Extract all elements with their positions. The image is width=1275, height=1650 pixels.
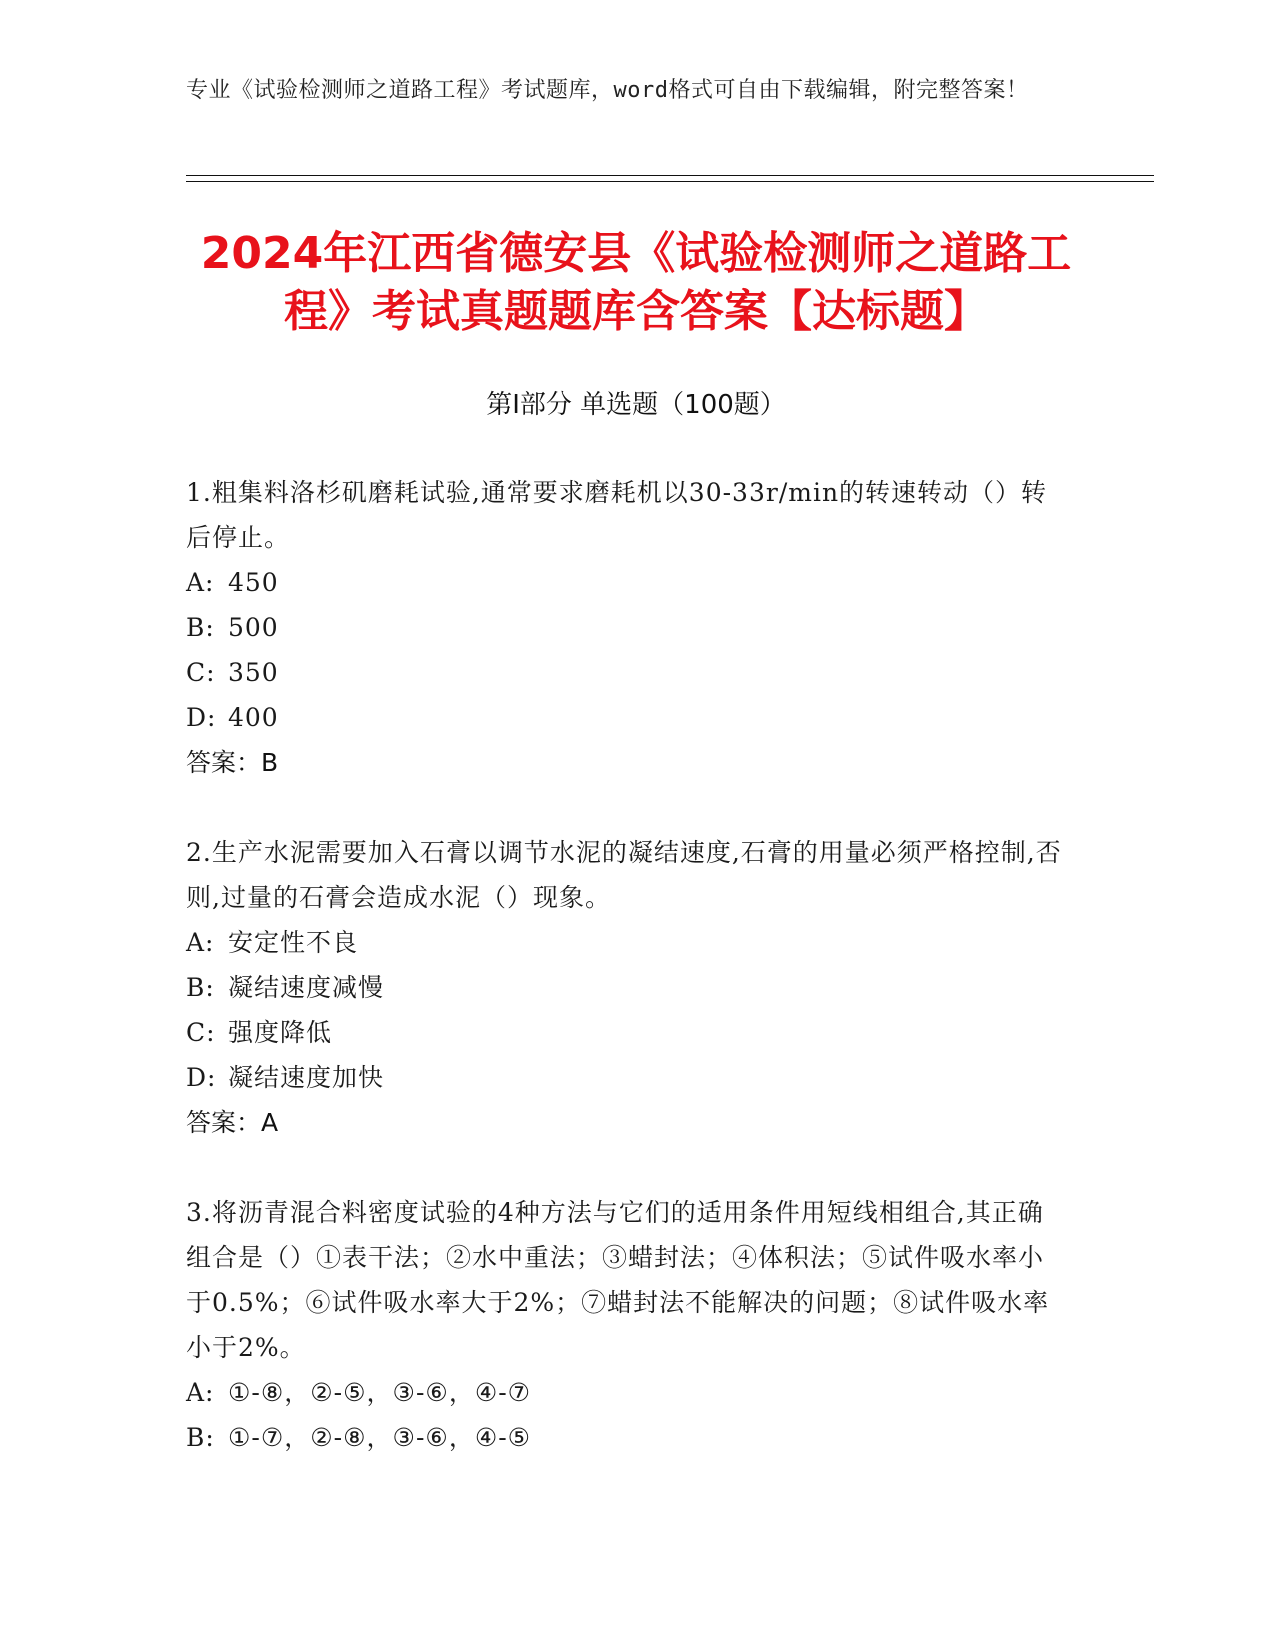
option-a (186, 560, 1066, 605)
option-label: A: (186, 568, 215, 597)
title-line-1: 2024年江西省德安县《试验检测师之道路工 (200, 228, 1072, 279)
option-a (186, 1370, 1066, 1415)
option-b (186, 1415, 1066, 1460)
option-label: D: (186, 703, 217, 732)
question-stem: 1.粗集料洛杉矶磨耗试验,通常要求磨耗机以30-33r/min的转速转动（）转后停止。 (186, 478, 1048, 552)
option-d (186, 695, 1066, 740)
option-text: 450 (228, 568, 279, 597)
question-3 (186, 1190, 1066, 1460)
header-note: 专业《试验检测师之道路工程》考试题库，word格式可自由下载编辑，附完整答案！ (186, 78, 1029, 103)
option-text: 强度降低 (228, 1018, 333, 1047)
question-stem: 2.生产水泥需要加入石膏以调节水泥的凝结速度,石膏的用量必须严格控制,否则,过量的石膏会造成水泥（）现象。 (186, 838, 1062, 912)
option-b (186, 965, 1066, 1010)
option-text: 凝结速度减慢 (228, 973, 385, 1002)
option-c (186, 650, 1066, 695)
option-label: A: (186, 1378, 215, 1407)
option-label: B: (186, 973, 215, 1002)
answer: 答案：B (186, 748, 279, 777)
document-title (186, 225, 1086, 341)
option-b (186, 605, 1066, 650)
section-title: 第I部分 单选题（100题） (486, 390, 786, 420)
option-text: ①-⑧，②-⑤，③-⑥，④-⑦ (228, 1378, 532, 1407)
option-text: 安定性不良 (228, 928, 359, 957)
option-text: 500 (228, 613, 279, 642)
option-label: B: (186, 1423, 215, 1452)
option-text: ①-⑦，②-⑧，③-⑥，④-⑤ (228, 1423, 532, 1452)
option-text: 400 (228, 703, 279, 732)
question-stem: 3.将沥青混合料密度试验的4种方法与它们的适用条件用短线相组合,其正确组合是（）①表干法；②水中重法；③蜡封法；④体积法；⑤试件吸水率小于0.5%；⑥试件吸水率大于2%；⑦蜡封法不能解决的问题；⑧试件吸水率小于2%。 (186, 1198, 1050, 1362)
option-label: D: (186, 1063, 217, 1092)
answer: 答案：A (186, 1108, 279, 1137)
option-c (186, 1010, 1066, 1055)
option-text: 350 (228, 658, 279, 687)
option-label: B: (186, 613, 215, 642)
header-rule-bottom (186, 181, 1154, 182)
header-rule-top (186, 175, 1154, 176)
question-2 (186, 830, 1066, 1145)
option-label: C: (186, 658, 216, 687)
option-label: C: (186, 1018, 216, 1047)
option-a (186, 920, 1066, 965)
option-label: A: (186, 928, 215, 957)
question-1 (186, 470, 1066, 785)
option-text: 凝结速度加快 (228, 1063, 385, 1092)
title-line-2: 程》考试真题题库含答案【达标题】 (284, 286, 988, 337)
option-d (186, 1055, 1066, 1100)
